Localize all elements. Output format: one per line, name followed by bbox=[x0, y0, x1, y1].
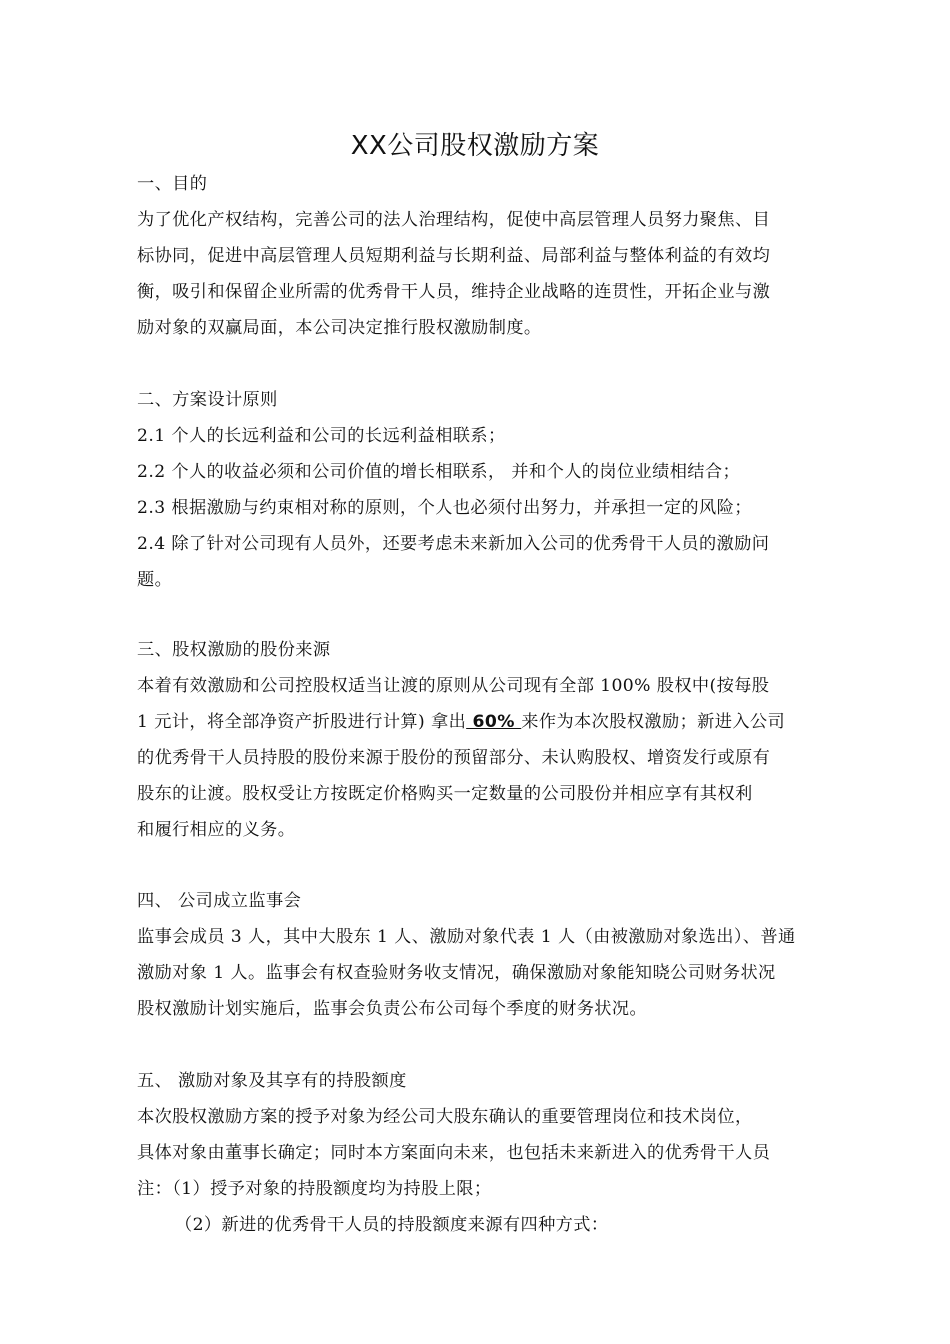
paragraph-line: 具体对象由董事长确定；同时本方案面向未来，也包括未来新进入的优秀骨干人员 bbox=[137, 1143, 771, 1163]
principle-item: 题。 bbox=[137, 570, 173, 590]
paragraph-line: 激励对象 1 人。监事会有权查验财务收支情况，确保激励对象能知晓公司财务状况 bbox=[137, 963, 776, 983]
paragraph-line: 和履行相应的义务。 bbox=[137, 820, 296, 840]
paragraph-line: 标协同，促进中高层管理人员短期利益与长期利益、局部利益与整体利益的有效均 bbox=[137, 246, 771, 266]
paragraph-text: 来作为本次股权激励；新进入公司 bbox=[521, 712, 786, 732]
principle-item: 2.4 除了针对公司现有人员外，还要考虑未来新加入公司的优秀骨干人员的激励问 bbox=[137, 534, 770, 554]
paragraph-line: 股权激励计划实施后，监事会负责公布公司每个季度的财务状况。 bbox=[137, 999, 648, 1019]
paragraph-line: 励对象的双赢局面，本公司决定推行股权激励制度。 bbox=[137, 318, 542, 338]
section-heading: 四、 公司成立监事会 bbox=[137, 891, 302, 911]
paragraph-line: 为了优化产权结构，完善公司的法人治理结构，促使中高层管理人员努力聚焦、目 bbox=[137, 210, 771, 230]
section-heading: 一、目的 bbox=[137, 174, 208, 194]
section-supervisory-board bbox=[137, 883, 817, 1027]
section-heading: 五、 激励对象及其享有的持股额度 bbox=[137, 1071, 407, 1091]
note-line-indented: （2）新进的优秀骨干人员的持股额度来源有四种方式： bbox=[175, 1215, 609, 1235]
principle-item: 2.1 个人的长远利益和公司的长远利益相联系； bbox=[137, 426, 506, 446]
paragraph-line: 的优秀骨干人员持股的股份来源于股份的预留部分、未认购股权、增资发行或原有 bbox=[137, 748, 771, 768]
section-heading: 二、方案设计原则 bbox=[137, 390, 278, 410]
paragraph-line: 股东的让渡。股权受让方按既定价格购买一定数量的公司股份并相应享有其权利 bbox=[137, 784, 753, 804]
paragraph-text: 1 元计，将全部净资产折股进行计算) 拿出 bbox=[137, 712, 467, 732]
section-purpose bbox=[137, 166, 817, 346]
paragraph-line: 本着有效激励和公司控股权适当让渡的原则从公司现有全部 100% 股权中(按每股 bbox=[137, 676, 770, 696]
principle-item: 2.3 根据激励与约束相对称的原则，个人也必须付出努力，并承担一定的风险； bbox=[137, 498, 752, 518]
paragraph-line: 本次股权激励方案的授予对象为经公司大股东确认的重要管理岗位和技术岗位， bbox=[137, 1107, 753, 1127]
paragraph-line: 监事会成员 3 人，其中大股东 1 人、激励对象代表 1 人（由被激励对象选出）、普通 bbox=[137, 927, 796, 947]
document-title: XX公司股权激励方案 bbox=[350, 131, 600, 161]
note-line: 注：（1）授予对象的持股额度均为持股上限； bbox=[137, 1179, 492, 1199]
percentage-highlight: 60% bbox=[466, 712, 522, 732]
paragraph-line: 衡，吸引和保留企业所需的优秀骨干人员，维持企业战略的连贯性，开拓企业与激 bbox=[137, 282, 771, 302]
section-incentive-recipients bbox=[137, 1063, 817, 1243]
section-heading: 三、股权激励的股份来源 bbox=[137, 640, 331, 660]
section-share-source bbox=[137, 632, 817, 848]
section-design-principles bbox=[137, 382, 817, 598]
principle-item: 2.2 个人的收益必须和公司价值的增长相联系， 并和个人的岗位业绩相结合； bbox=[137, 462, 741, 482]
paragraph-line bbox=[137, 704, 817, 740]
